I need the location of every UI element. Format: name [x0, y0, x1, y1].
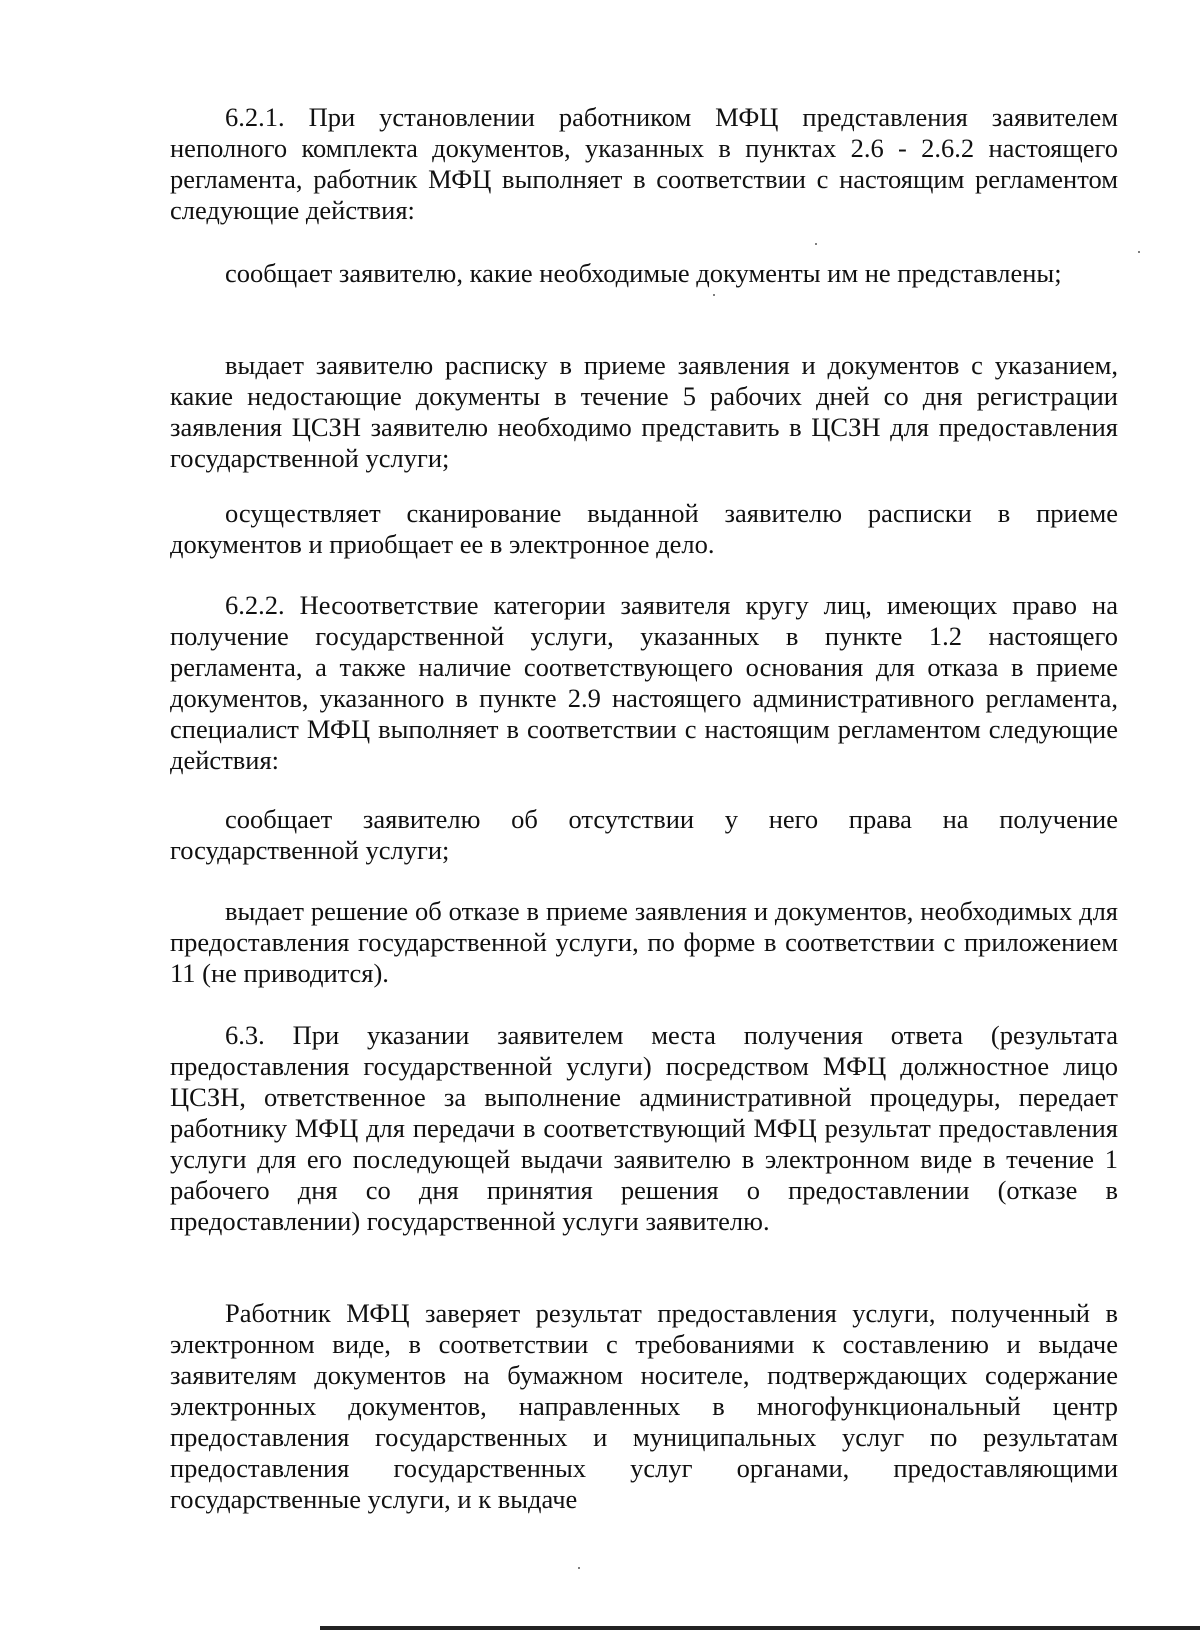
paragraph-issue-receipt: [170, 350, 1118, 474]
paragraph-text: Работник МФЦ заверяет результат предоставления услуги, полученный в электронном виде, в соответствии с требованиями к составлению и выдаче заявителям документов на бумажном носителе, подтверждающих содержание электронных документов, направленных в многофункциональный центр предоставления государственных и муниципальных услуг по результатам предоставления государственных услуг органами, предоставляющими государственные услуги, и к выдаче: [170, 1298, 1118, 1514]
paragraph-text: осуществляет сканирование выданной заявителю расписки в приеме документов и приобщает ее в электронное дело.: [170, 498, 1118, 559]
paragraph-report-missing: [170, 258, 1118, 289]
paragraph-text: выдает заявителю расписку в приеме заявления и документов с указанием, какие недостающие документы в течение 5 рабочих дней со дня регистрации заявления ЦСЗН заявителю необходимо представить в ЦСЗН для предоставления государственной услуги;: [170, 350, 1118, 473]
scan-speck: [1138, 251, 1140, 253]
paragraph-text: 6.2.1. При установлении работником МФЦ представления заявителем неполного комплекта документов, указанных в пунктах 2.6 - 2.6.2 настоящего регламента, работник МФЦ выполняет в соответствии с настоящим регламентом следующие действия:: [170, 102, 1118, 225]
paragraph-certify-result: [170, 1298, 1118, 1515]
scan-edge-line: [320, 1626, 1200, 1630]
scan-speck: [815, 243, 817, 245]
paragraph-6-3: [170, 1020, 1118, 1237]
paragraph-6-2-1: [170, 102, 1118, 226]
scan-speck: [578, 1567, 580, 1569]
paragraph-report-no-right: [170, 804, 1118, 866]
paragraph-text: 6.3. При указании заявителем места получения ответа (результата предоставления государственной услуги) посредством МФЦ должностное лицо ЦСЗН, ответственное за выполнение административной процедуры, передает работнику МФЦ для передачи в соответствующий МФЦ результат предоставления услуги для его последующей выдачи заявителю в электронном виде в течение 1 рабочего дня со дня принятия решения о предоставлении (отказе в предоставлении) государственной услуги заявителю.: [170, 1020, 1118, 1236]
paragraph-scan-receipt: [170, 498, 1118, 560]
paragraph-text: 6.2.2. Несоответствие категории заявителя кругу лиц, имеющих право на получение государственной услуги, указанных в пункте 1.2 настоящего регламента, а также наличие соответствующего основания для отказа в приеме документов, указанного в пункте 2.9 настоящего административного регламента, специалист МФЦ выполняет в соответствии с настоящим регламентом следующие действия:: [170, 590, 1118, 775]
scan-speck: [713, 294, 715, 296]
paragraph-text: сообщает заявителю об отсутствии у него права на получение государственной услуги;: [170, 804, 1118, 865]
paragraph-text: выдает решение об отказе в приеме заявления и документов, необходимых для предоставления государственной услуги, по форме в соответствии с приложением 11 (не приводится).: [170, 896, 1118, 988]
paragraph-text: сообщает заявителю, какие необходимые документы им не представлены;: [225, 258, 1062, 288]
paragraph-issue-refusal: [170, 896, 1118, 989]
paragraph-6-2-2: [170, 590, 1118, 776]
